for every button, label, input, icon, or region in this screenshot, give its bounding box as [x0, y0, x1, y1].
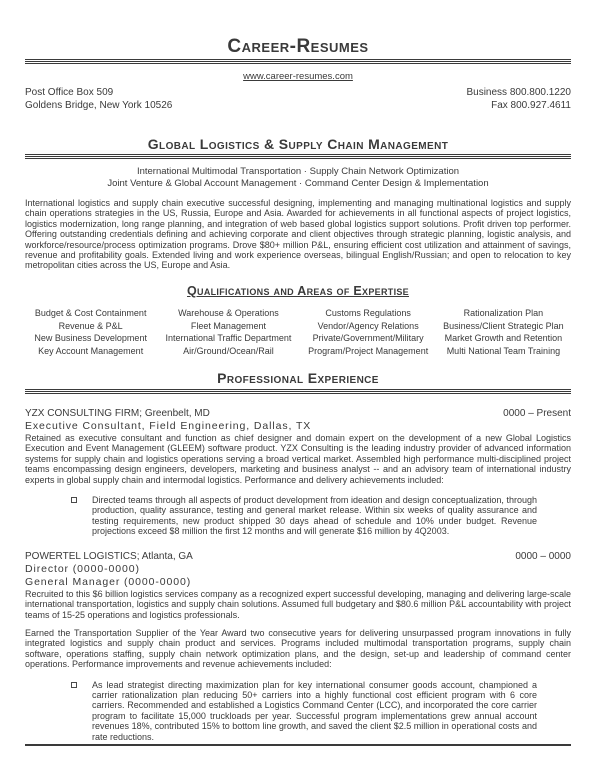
letterhead	[25, 38, 571, 112]
expertise-item: International Traffic Department	[165, 333, 292, 344]
job-description: Retained as executive consultant and function as chief designer and domain expert on the development of a new Global Logistics Execution and Event Management (GLEEM) software product. YZX Consulting is the leading industry provider of advanced information systems for supply chain and logistics operations serving a broad vertical market. Assembled high performance multi-disciplined project teams encompassing design engineers, developers, marketing and business analyst -- and an advisory team of international industry experts in global supply chain and intermodal logistics. Performance and delivery achievements included:	[25, 433, 571, 485]
expertise-item: Budget & Cost Containment	[34, 307, 147, 318]
headline-rule	[25, 154, 571, 159]
job-header	[25, 407, 571, 420]
expertise-grid	[25, 307, 571, 358]
expertise-item: Rationalization Plan	[463, 307, 544, 318]
tagline-1: International Multimodal Transportation · Supply Chain Network Optimization	[136, 166, 460, 177]
job-title: Director (0000-0000)	[25, 562, 140, 575]
expertise-item: Air/Ground/Ocean/Rail	[183, 346, 274, 357]
square-bullet-icon	[71, 497, 77, 503]
fax-number: Fax 800.927.4611	[491, 100, 571, 111]
expertise-item: Program/Project Management	[308, 346, 429, 357]
page-footer-rule	[25, 744, 571, 746]
phone-numbers	[466, 86, 571, 112]
job-company: POWERTEL LOGISTICS; Atlanta, GA	[25, 550, 193, 562]
experience-heading: Professional Experience	[217, 370, 379, 387]
job-dates: 0000 – 0000	[515, 550, 571, 562]
address-line-2: Goldens Bridge, New York 10526	[25, 100, 173, 111]
job-title: Executive Consultant, Field Engineering, Dallas, TX	[25, 420, 312, 433]
address-line-1: Post Office Box 509	[25, 87, 114, 98]
job-dates: 0000 – Present	[503, 408, 571, 420]
experience-section	[25, 370, 571, 742]
expertise-column-4	[436, 307, 571, 358]
achievement-text: Directed teams through all aspects of product development from ideation and design conceptualization, through production, quality assurance, testing and general market release. Within six weeks of quality assurance and testing requirements, new product shipped 30 days ahead of schedule and 10% under budget. Revenue projections exceed $8 million the first 12 months and will generate $16 million by 4Q2003.	[92, 495, 537, 537]
expertise-item: Warehouse & Operations	[178, 307, 279, 318]
job-entry-powertel	[25, 550, 571, 742]
expertise-item: Customs Regulations	[325, 307, 411, 318]
expertise-item: Fleet Management	[190, 320, 266, 331]
job-titles	[25, 563, 571, 589]
qualifications-heading	[25, 284, 571, 298]
website-row	[25, 66, 571, 84]
job-company: YZX CONSULTING FIRM; Greenbelt, MD	[25, 408, 210, 420]
expertise-item: Business/Client Strategic Plan	[443, 320, 564, 331]
company-name: Career-Resumes	[227, 36, 369, 57]
mailing-address	[25, 86, 172, 112]
summary-paragraph: International logistics and supply chain executive successful designing, implementing and managing multinational logistics and supply chain operations strategies in the US, Russia, Europe and Asia. Awarded for achievements in all functional aspects of project logistics, logistics modernization, long range planning, and integration of web based global logistics support solutions. Profit driven top performer. Offering outstanding credentials defining and achieving corporate and client objectives through strategic planning, logistic analysis, and workforce/resource/process optimization programs. Drove $80+ million P&L, ensuring efficient cost utilization and attainment of savings, revenue and profitability goals. Extended living and work experience overseas, bilingual English/Russian; and open to relocation to key metropolitan cities across the US, Europe and Asia.	[25, 198, 571, 271]
contact-row	[25, 86, 571, 112]
square-bullet-icon	[71, 682, 77, 688]
job-title: General Manager (0000-0000)	[25, 575, 192, 588]
business-phone: Business 800.800.1220	[466, 87, 571, 98]
qualifications-section	[25, 284, 571, 358]
achievement-bullet	[71, 495, 537, 537]
job-titles	[25, 420, 571, 433]
job-description: Recruited to this $6 billion logistics services company as a recognized expert successful developing, managing and delivering large-scale international transportation, logistics and supply chain solutions. Assumed full budgetary and $80.6 million P&L accountability with project teams of 15-25 operations and logistics professionals.	[25, 588, 571, 620]
expertise-item: Vendor/Agency Relations	[317, 320, 419, 331]
expertise-item: Multi National Team Training	[446, 346, 561, 357]
qualifications-heading-text: Qualifications and Areas of Expertise	[187, 283, 409, 298]
headline-title: Global Logistics & Supply Chain Management	[147, 136, 449, 152]
expertise-column-3	[301, 307, 436, 358]
expertise-column-2	[156, 307, 300, 358]
website-link[interactable]: www.career-resumes.com	[243, 71, 353, 82]
expertise-item: Revenue & P&L	[58, 320, 123, 331]
job-description: Earned the Transportation Supplier of the Year Award two consecutive years for delivering unsurpassed program innovations in fully integrated logistics and supply chain product and services. Programs included multimodal transportation programs, supply chain software, operations staffing, supply chain network optimization plans, and the design, set-up and leadership of command center operations. Performance improvements and revenue achievements included:	[25, 627, 571, 670]
tagline-2: Joint Venture & Global Account Management · Command Center Design & Implementation	[107, 178, 489, 189]
expertise-item: New Business Development	[34, 333, 147, 344]
taglines	[25, 166, 571, 190]
expertise-column-1	[25, 307, 156, 358]
letterhead-rule	[25, 59, 571, 64]
expertise-item: Key Account Management	[38, 346, 144, 357]
headline-section	[25, 137, 571, 190]
experience-rule	[25, 389, 571, 394]
achievement-bullet	[71, 680, 537, 742]
job-entry-yzx	[25, 407, 571, 537]
expertise-item: Private/Government/Military	[312, 333, 424, 344]
achievement-text: As lead strategist directing maximization plan for key international consumer goods account, championed a carrier rationalization plan reducing 50+ carriers into a highly functional cost efficient program with 6 core carriers. Recommended and established a Logistics Command Center (LCC), and incorporated the core carrier program to facilitate 15,000 truckloads per year. Successful program implementations grew annual account revenues 18%, contributed 15% to bottom line growth, and saved the client $2.5 million in operational costs and rate reductions.	[92, 679, 537, 742]
job-header	[25, 550, 571, 563]
expertise-item: Market Growth and Retention	[444, 333, 563, 344]
